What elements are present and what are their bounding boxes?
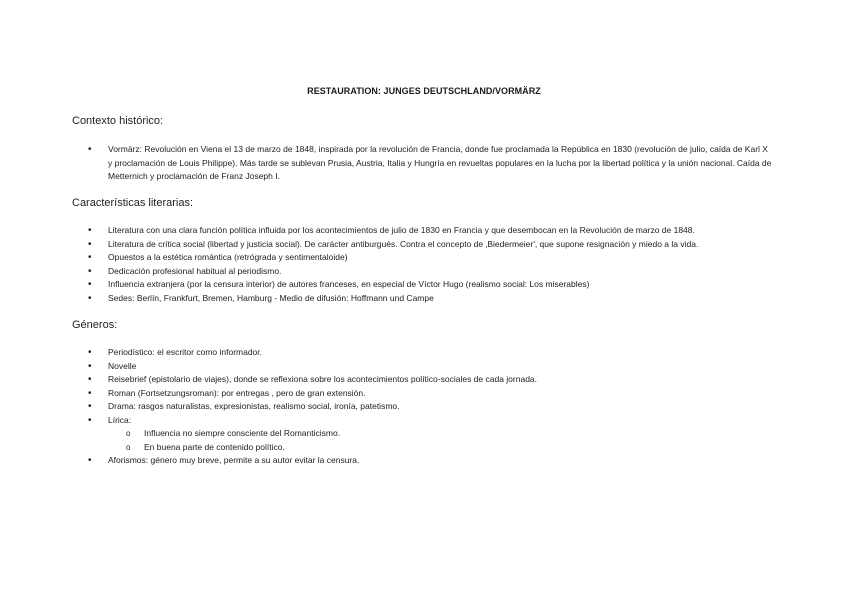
list-item: • Opuestos a la estética romántica (retrógrada y sentimentaloide) xyxy=(72,251,774,265)
list-item: • Drama: rasgos naturalistas, expresionistas, realismo social, ironía, patetismo. xyxy=(72,400,774,414)
section-heading-literary-characteristics: Características literarias: xyxy=(72,197,194,209)
list-item: • Literatura de crítica social (libertad y justicia social). De carácter antiburgués. Contra el concepto de ‚Biedermeier', que supone resignación y miedo a la vida. xyxy=(72,238,774,252)
sub-list-item: o Influencia no siempre consciente del Romanticismo. xyxy=(108,427,774,441)
document-title: RESTAURATION: JUNGES DEUTSCHLAND/VORMÄRZ xyxy=(307,86,541,96)
list-item: • Aforismos: género muy breve, permite a su autor evitar la censura. xyxy=(72,454,774,468)
list-item: • Periodístico: el escritor como informador. xyxy=(72,346,774,360)
section-heading-historical-context: Contexto histórico: xyxy=(72,115,164,127)
list-item: • Dedicación profesional habitual al periodismo. xyxy=(72,265,774,279)
list-item: • Sedes: Berlín, Frankfurt, Bremen, Hamburg - Medio de difusión: Hoffmann und Campe xyxy=(72,292,774,306)
list-item-label: Lírica: xyxy=(108,414,132,425)
genres-list xyxy=(72,346,774,468)
historical-context-list xyxy=(72,143,774,184)
lirica-sublist xyxy=(108,427,774,454)
list-item: • Vormärz: Revolución en Viena el 13 de marzo de 1848, inspirada por la revolución de Francia, donde fue proclamada la República en 1830 (revolución de julio, caída de Karl X y proclamación de Louis Philippe). Más tarde se sublevan Prusia, Austria, Italia y Hungría en revueltas populares en la lucha por la libertad política y la unión nacional. Caída de Metternich y proclamación de Franz Joseph I. xyxy=(72,143,774,184)
section-heading-genres: Géneros: xyxy=(72,319,118,331)
list-item: • Roman (Fortsetzungsroman): por entregas , pero de gran extensión. xyxy=(72,387,774,401)
list-item: • Influencia extranjera (por la censura interior) de autores franceses, en especial de Víctor Hugo (realismo social: Los miserables) xyxy=(72,278,774,292)
sub-list-item: o En buena parte de contenido político. xyxy=(108,441,774,455)
literary-characteristics-list xyxy=(72,224,774,305)
list-item-lirica xyxy=(72,414,774,455)
list-item: • Literatura con una clara función política influida por los acontecimientos de julio de 1830 en Francia y que desembocan en la Revolución de marzo de 1848. xyxy=(72,224,774,238)
list-item: • Novelle xyxy=(72,360,774,374)
list-item: • Reisebrief (epistolario de viajes), donde se reflexiona sobre los acontecimientos político-sociales de cada jornada. xyxy=(72,373,774,387)
